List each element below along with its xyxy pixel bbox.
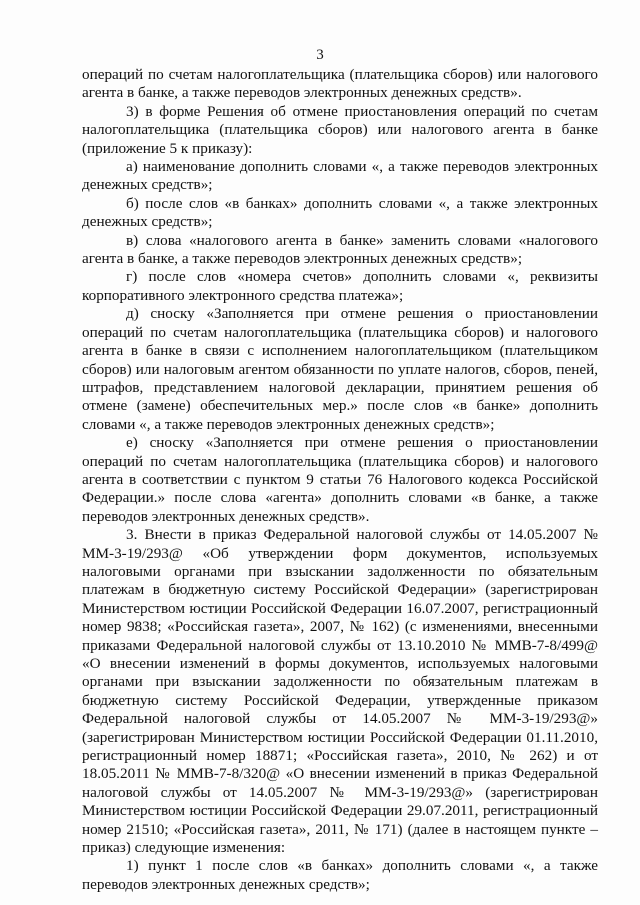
paragraph-subitem-b: б) после слов «в банках» дополнить словами «, а также электронных денежных средств»;: [82, 194, 598, 231]
paragraph-subitem-d: д) сноску «Заполняется при отмене решения о приостановлении операций по счетам налогоплательщика (плательщика сборов) и налогового агента в банке в связи с исполнением налогоплательщиком (плательщиком сборов) или налоговым агентом обязанности по уплате налогов, сборов, пеней, штрафов, представлением налоговой декларации, принятием решения об отмене (замене) обеспечительных мер.» после слов «в банке» дополнить словами «, а также переводов электронных денежных средств»;: [82, 305, 598, 433]
paragraph-subitem-v: в) слова «налогового агента в банке» заменить словами «налогового агента в банке, а также переводов электронных денежных средств»;: [82, 231, 598, 268]
paragraph-subitem-e: е) сноску «Заполняется при отмене решения о приостановлении операций по счетам налогоплательщика (плательщика сборов) и налогового агента в соответствии с пунктом 9 статьи 76 Налогового кодекса Российской Федерации.» после слова «агента» дополнить словами «в банке, а также переводов электронных денежных средств».: [82, 434, 598, 525]
paragraph-item-3-form-decision: 3) в форме Решения об отмене приостановления операций по счетам налогоплательщика (плательщика сборов) или налогового агента в банке (приложение 5 к приказу):: [82, 102, 598, 157]
document-body: [82, 66, 598, 894]
paragraph-subitem-g: г) после слов «номера счетов» дополнить словами «, реквизиты корпоративного электронного средства платежа»;: [82, 268, 598, 304]
paragraph-item-1: 1) пункт 1 после слов «в банках» дополнить словами «, а также переводов электронных денежных средств»;: [82, 857, 598, 893]
paragraph-section-3: 3. Внести в приказ Федеральной налоговой службы от 14.05.2007 № ММ-3-19/293@ «Об утверждении форм документов, используемых налоговыми органами при взыскании задолженности по обязательным платежам в бюджетную систему Российской Федерации» (зарегистрирован Министерством юстиции Российской Федерации 16.07.2007, регистрационный номер 9838; «Российская газета», 2007, № 162) (с изменениями, внесенными приказами Федеральной налоговой службы от 13.10.2010 № ММВ-7-8/499@ «О внесении изменений в формы документов, используемых налоговыми органами при взыскании задолженности по обязательным платежам в бюджетную систему Российской Федерации, утвержденные приказом Федеральной налоговой службы от 14.05.2007 № ММ-3-19/293@» (зарегистрирован Министерством юстиции Российской Федерации 01.11.2010, регистрационный номер 18871; «Российская газета», 2010, № 262) и от 18.05.2011 № ММВ-7-8/320@ «О внесении изменений в приказ Федеральной налоговой службы от 14.05.2007 № ММ-3-19/293@» (зарегистрирован Министерством юстиции Российской Федерации 29.07.2011, регистрационный номер 21510; «Российская газета», 2011, № 171) (далее в настоящем пункте – приказ) следующие изменения:: [82, 526, 598, 857]
paragraph-continuation: операций по счетам налогоплательщика (плательщика сборов) или налогового агента в банке, а также переводов электронных денежных средств».: [82, 66, 598, 102]
paragraph-subitem-a: а) наименование дополнить словами «, а также переводов электронных денежных средств»;: [82, 158, 598, 194]
page-number: 3: [316, 47, 324, 63]
